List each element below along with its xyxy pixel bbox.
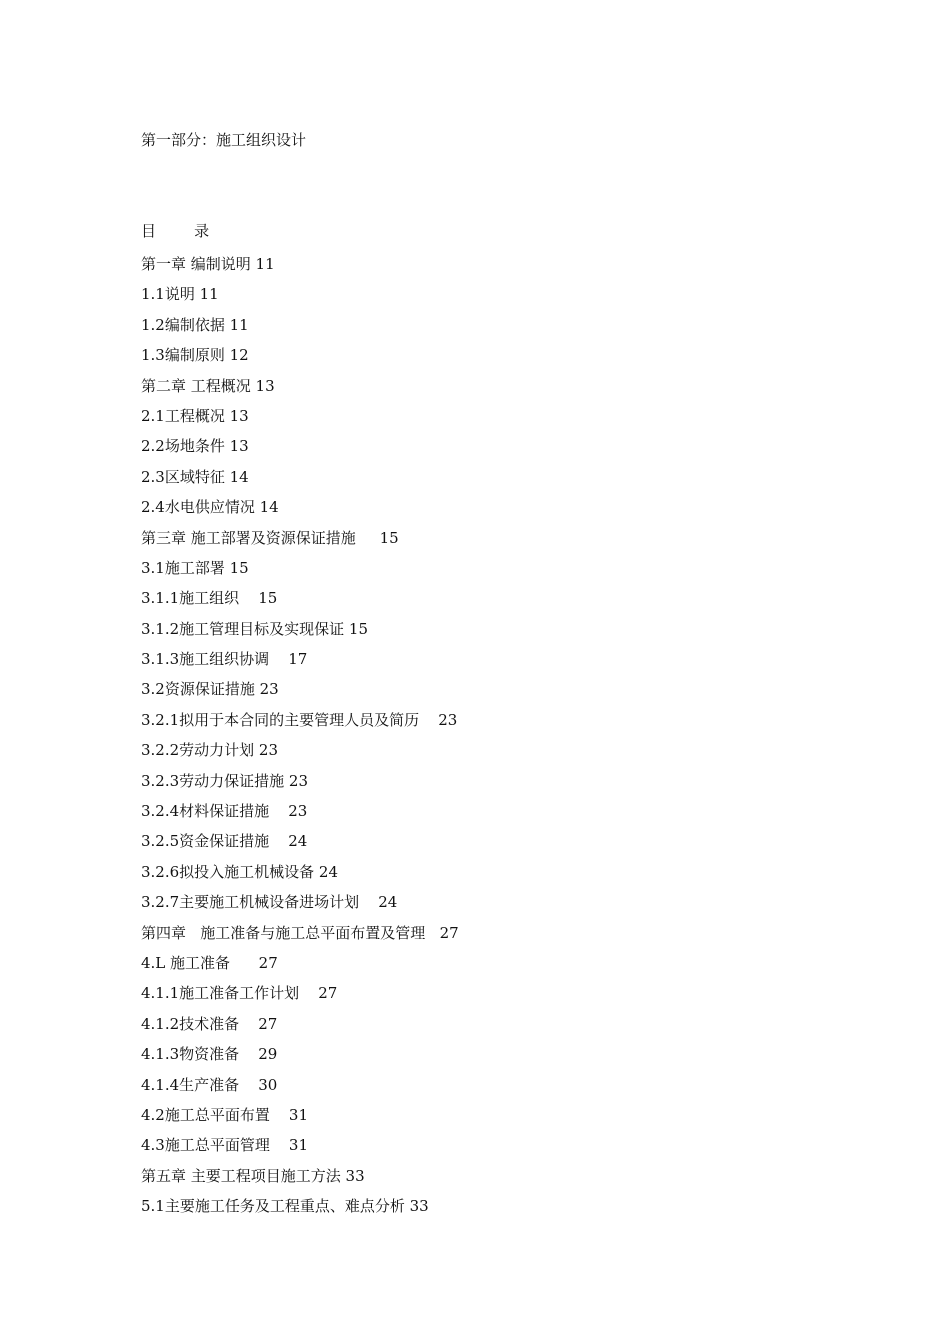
toc-entry: 3.2.3劳动力保证措施 23 — [141, 771, 309, 790]
table-of-contents — [141, 249, 459, 1222]
toc-entry: 2.4水电供应情况 14 — [141, 498, 279, 517]
toc-entry: 3.2.1拟用于本合同的主要管理人员及简历 23 — [141, 710, 458, 729]
toc-entry: 第二章 工程概况 13 — [141, 376, 275, 395]
toc-entry: 4.3施工总平面管理 31 — [141, 1136, 309, 1155]
toc-entry: 3.2.5资金保证措施 24 — [141, 832, 308, 851]
toc-entry: 3.2.2劳动力计划 23 — [141, 741, 279, 760]
toc-entry: 3.1.3施工组织协调 17 — [141, 650, 308, 669]
toc-entry: 3.1.2施工管理目标及实现保证 15 — [141, 619, 369, 638]
toc-entry: 3.1.1施工组织 15 — [141, 589, 278, 608]
toc-entry: 3.2.7主要施工机械设备进场计划 24 — [141, 893, 398, 912]
toc-entry: 4.1.3物资准备 29 — [141, 1045, 278, 1064]
toc-entry: 2.3区域特征 14 — [141, 467, 249, 486]
toc-entry: 4.2施工总平面布置 31 — [141, 1105, 309, 1124]
toc-entry: 1.3编制原则 12 — [141, 346, 249, 365]
toc-entry: 2.1工程概况 13 — [141, 406, 249, 425]
toc-entry: 5.1主要施工任务及工程重点、难点分析 33 — [141, 1197, 429, 1216]
toc-entry: 1.1说明 11 — [141, 285, 219, 304]
toc-entry: 3.2.4材料保证措施 23 — [141, 802, 308, 821]
toc-entry: 第三章 施工部署及资源保证措施 15 — [141, 528, 399, 547]
toc-entry: 第四章 施工准备与施工总平面布置及管理 27 — [141, 923, 459, 942]
toc-entry: 4.L 施工准备 27 — [141, 953, 278, 972]
toc-entry: 3.1施工部署 15 — [141, 558, 249, 577]
toc-entry: 3.2.6拟投入施工机械设备 24 — [141, 862, 339, 881]
toc-entry: 3.2资源保证措施 23 — [141, 680, 279, 699]
toc-entry: 1.2编制依据 11 — [141, 315, 249, 334]
toc-entry: 第五章 主要工程项目施工方法 33 — [141, 1166, 365, 1185]
toc-entry: 4.1.2技术准备 27 — [141, 1014, 278, 1033]
toc-entry: 2.2场地条件 13 — [141, 437, 249, 456]
part-title: 第一部分：施工组织设计 — [141, 131, 307, 149]
toc-entry: 第一章 编制说明 11 — [141, 255, 275, 273]
toc-entry: 4.1.4生产准备 30 — [141, 1075, 278, 1094]
toc-entry: 4.1.1施工准备工作计划 27 — [141, 984, 338, 1003]
toc-heading: 目 录 — [141, 222, 210, 240]
